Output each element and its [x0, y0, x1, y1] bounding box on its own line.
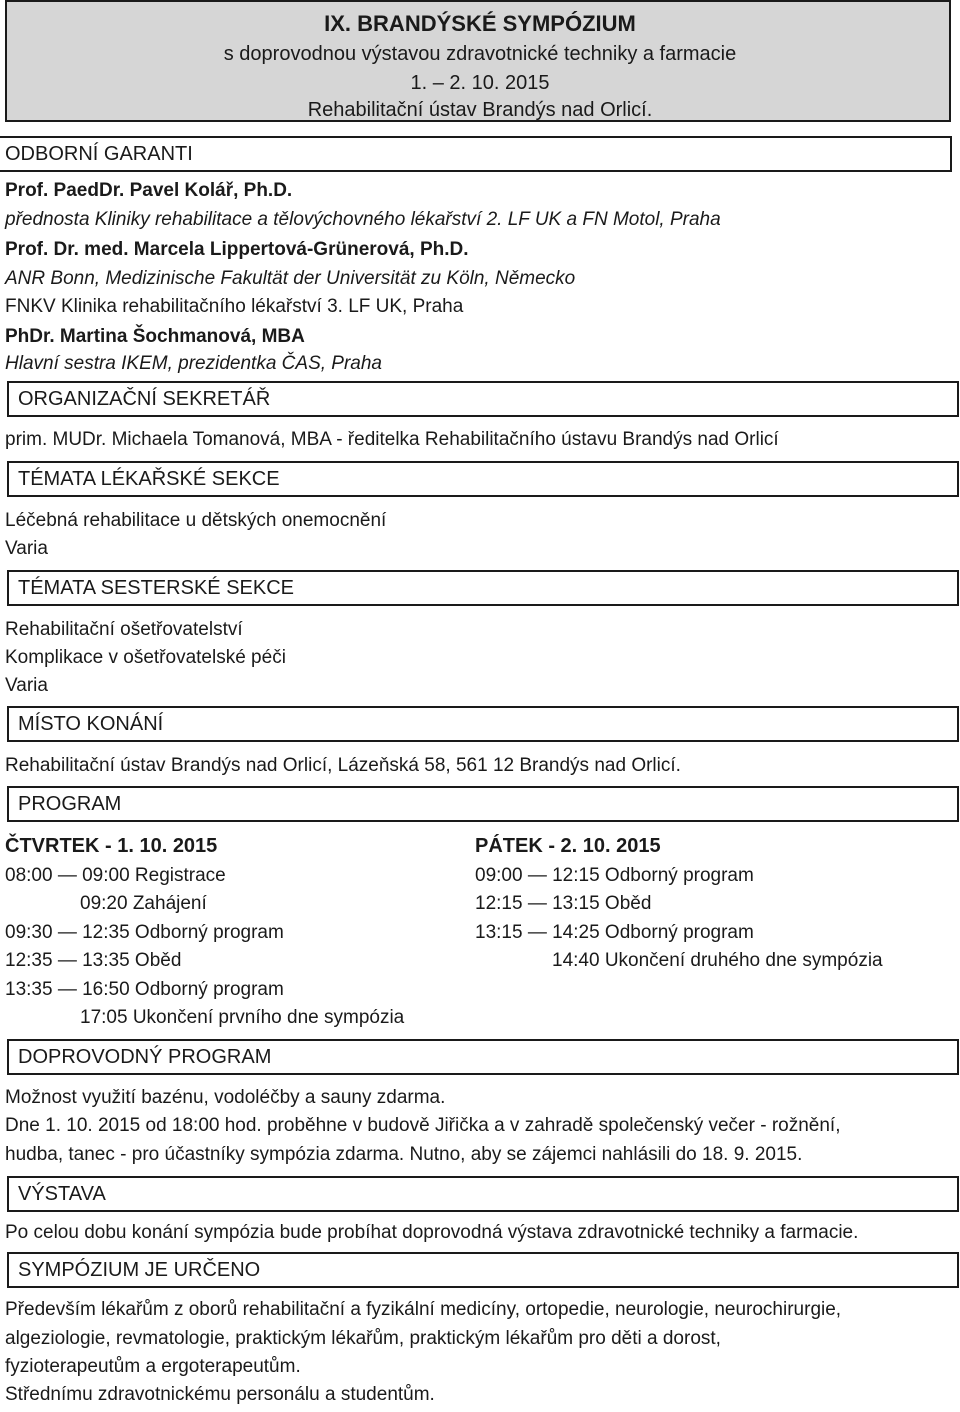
- program-item: 09:20 Zahájení: [80, 893, 207, 914]
- guarantor-affiliation: FNKV Klinika rehabilitačního lékařství 3. LF UK, Praha: [5, 296, 464, 317]
- section-heading-medical-topics: TÉMATA LÉKAŘSKÉ SEKCE: [7, 461, 959, 497]
- section-heading-nursing-topics: TÉMATA SESTERSKÉ SEKCE: [7, 570, 959, 606]
- nursing-topic: Komplikace v ošetřovatelské péči: [5, 647, 286, 668]
- program-item: 17:05 Ukončení prvního dne sympózia: [80, 1007, 405, 1028]
- program-item: 13:15 — 14:25 Odborný program: [475, 922, 754, 943]
- section-heading-guarantors: ODBORNÍ GARANTI: [0, 136, 952, 172]
- section-heading-social: DOPROVODNÝ PROGRAM: [7, 1039, 959, 1075]
- nursing-topic: Varia: [5, 675, 48, 696]
- section-heading-venue: MÍSTO KONÁNÍ: [7, 706, 959, 742]
- program-item: 09:00 — 12:15 Odborný program: [475, 865, 754, 886]
- section-heading-program: PROGRAM: [7, 786, 959, 822]
- guarantor-affiliation: přednosta Kliniky rehabilitace a tělovýchovného lékařství 2. LF UK a FN Motol, Praha: [5, 209, 721, 230]
- nursing-topic: Rehabilitační ošetřovatelství: [5, 619, 243, 640]
- audience-text: fyzioterapeutům a ergoterapeutům.: [5, 1356, 301, 1377]
- program-day1-title: ČTVRTEK - 1. 10. 2015: [5, 835, 218, 857]
- secretariat-text: prim. MUDr. Michaela Tomanová, MBA - ředitelka Rehabilitačního ústavu Brandýs nad Orlicí: [5, 429, 779, 450]
- event-venue: Rehabilitační ústav Brandýs nad Orlicí.: [307, 99, 653, 121]
- medical-topic: Léčebná rehabilitace u dětských onemocnění: [5, 510, 387, 531]
- guarantor-name: PhDr. Martina Šochmanová, MBA: [5, 326, 305, 347]
- guarantor-name: Prof. PaedDr. Pavel Kolář, Ph.D.: [5, 180, 293, 201]
- social-text: hudba, tanec - pro účastníky sympózia zdarma. Nutno, aby se zájemci nahlásili do 18. 9. 2015.: [5, 1144, 803, 1165]
- social-text: Dne 1. 10. 2015 od 18:00 hod. proběhne v budově Jiřička a v zahradě společenský večer - rožnění,: [5, 1115, 841, 1136]
- guarantor-name: Prof. Dr. med. Marcela Lippertová-Grünerová, Ph.D.: [5, 239, 469, 260]
- social-text: Možnost využití bazénu, vodoléčby a sauny zdarma.: [5, 1087, 446, 1108]
- exhibition-text: Po celou dobu konání sympózia bude probíhat doprovodná výstava zdravotnické techniky a farmacie.: [5, 1222, 859, 1243]
- document-subtitle: s doprovodnou výstavou zdravotnické techniky a farmacie: [223, 43, 737, 65]
- audience-text: Střednímu zdravotnickému personálu a studentům.: [5, 1384, 435, 1405]
- program-item: 12:35 — 13:35 Oběd: [5, 950, 182, 971]
- event-dates: 1. – 2. 10. 2015: [410, 72, 550, 94]
- program-item: 12:15 — 13:15 Oběd: [475, 893, 652, 914]
- section-heading-secretariat: ORGANIZAČNÍ SEKRETÁŘ: [7, 381, 959, 417]
- program-item: 09:30 — 12:35 Odborný program: [5, 922, 284, 943]
- guarantor-affiliation: ANR Bonn, Medizinische Fakultät der Universität zu Köln, Německo: [5, 268, 576, 289]
- audience-text: Především lékařům z oborů rehabilitační a fyzikální medicíny, ortopedie, neurologie, neurochirurgie,: [5, 1299, 842, 1320]
- medical-topic: Varia: [5, 538, 48, 559]
- document-title: IX. BRANDÝSKÉ SYMPÓZIUM: [324, 11, 636, 36]
- section-heading-exhibition: VÝSTAVA: [7, 1176, 959, 1212]
- program-item: 08:00 — 09:00 Registrace: [5, 865, 226, 886]
- program-item: 14:40 Ukončení druhého dne sympózia: [552, 950, 883, 971]
- guarantor-affiliation: Hlavní sestra IKEM, prezidentka ČAS, Praha: [5, 353, 382, 374]
- program-day2-title: PÁTEK - 2. 10. 2015: [475, 835, 661, 857]
- audience-text: algeziologie, revmatologie, praktickým lékařům, praktickým lékařům pro děti a dorost,: [5, 1328, 721, 1349]
- venue-text: Rehabilitační ústav Brandýs nad Orlicí, Lázeňská 58, 561 12 Brandýs nad Orlicí.: [5, 755, 681, 776]
- program-item: 13:35 — 16:50 Odborný program: [5, 979, 284, 1000]
- section-heading-audience: SYMPÓZIUM JE URČENO: [7, 1252, 959, 1288]
